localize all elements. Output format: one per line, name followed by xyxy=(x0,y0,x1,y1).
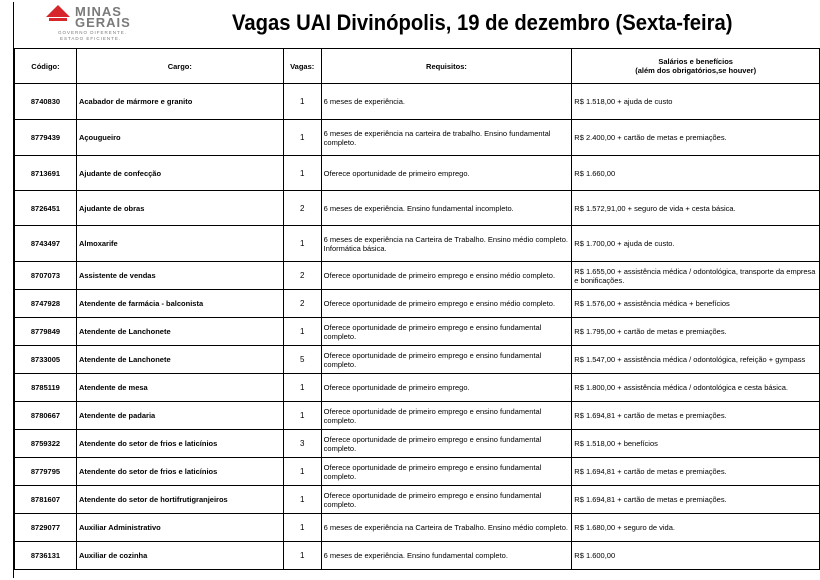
table-row xyxy=(15,120,820,156)
cell-codigo: 8707073 xyxy=(15,262,77,290)
table-row xyxy=(15,346,820,374)
cell-cargo: Atendente do setor de frios e laticínios xyxy=(76,430,283,458)
cell-requisitos: Oferece oportunidade de primeiro emprego. xyxy=(321,156,572,191)
table-header-row xyxy=(15,49,820,84)
cell-salario: R$ 1.600,00 xyxy=(572,542,820,570)
cell-cargo: Açougueiro xyxy=(76,120,283,156)
cell-vagas: 1 xyxy=(283,120,321,156)
cell-vagas: 1 xyxy=(283,486,321,514)
table-row xyxy=(15,84,820,120)
cell-cargo: Atendente do setor de hortifrutigranjeiros xyxy=(76,486,283,514)
cell-salario: R$ 1.547,00 + assistência médica / odontológica, refeição + gympass xyxy=(572,346,820,374)
cell-salario: R$ 1.700,00 + ajuda de custo. xyxy=(572,226,820,262)
cell-requisitos: 6 meses de experiência. Ensino fundamental incompleto. xyxy=(321,191,572,226)
cell-vagas: 1 xyxy=(283,402,321,430)
vacancies-table xyxy=(14,48,820,570)
table-row xyxy=(15,542,820,570)
cell-salario: R$ 1.680,00 + seguro de vida. xyxy=(572,514,820,542)
cell-salario: R$ 1.795,00 + cartão de metas e premiações. xyxy=(572,318,820,346)
cell-requisitos: Oferece oportunidade de primeiro emprego e ensino médio completo. xyxy=(321,290,572,318)
cell-salario: R$ 1.576,00 + assistência médica + benefícios xyxy=(572,290,820,318)
cell-cargo: Atendente do setor de frios e laticínios xyxy=(76,458,283,486)
cell-requisitos: Oferece oportunidade de primeiro emprego e ensino fundamental completo. xyxy=(321,402,572,430)
cell-vagas: 2 xyxy=(283,290,321,318)
cell-cargo: Atendente de mesa xyxy=(76,374,283,402)
cell-requisitos: Oferece oportunidade de primeiro emprego. xyxy=(321,374,572,402)
cell-requisitos: Oferece oportunidade de primeiro emprego e ensino fundamental completo. xyxy=(321,430,572,458)
cell-requisitos: 6 meses de experiência. xyxy=(321,84,572,120)
cell-vagas: 1 xyxy=(283,458,321,486)
column-header-cargo: Cargo: xyxy=(76,49,283,84)
table-row xyxy=(15,226,820,262)
cell-codigo: 8713691 xyxy=(15,156,77,191)
cell-cargo: Atendente de padaria xyxy=(76,402,283,430)
cell-salario: R$ 1.655,00 + assistência médica / odontológica, transporte da empresa e bonificações. xyxy=(572,262,820,290)
cell-vagas: 2 xyxy=(283,262,321,290)
cell-vagas: 1 xyxy=(283,374,321,402)
cell-codigo: 8740830 xyxy=(15,84,77,120)
cell-vagas: 1 xyxy=(283,84,321,120)
spreadsheet-sheet xyxy=(13,2,820,578)
cell-cargo: Atendente de Lanchonete xyxy=(76,346,283,374)
cell-salario: R$ 1.694,81 + cartão de metas e premiações. xyxy=(572,402,820,430)
svg-text:MINAS: MINAS xyxy=(75,4,122,19)
cell-cargo: Atendente de farmácia - balconista xyxy=(76,290,283,318)
cell-codigo: 8743497 xyxy=(15,226,77,262)
table-row xyxy=(15,191,820,226)
cell-codigo: 8726451 xyxy=(15,191,77,226)
cell-codigo: 8780667 xyxy=(15,402,77,430)
cell-requisitos: Oferece oportunidade de primeiro emprego e ensino fundamental completo. xyxy=(321,346,572,374)
cell-requisitos: 6 meses de experiência na carteira de trabalho. Ensino fundamental completo. xyxy=(321,120,572,156)
cell-codigo: 8781607 xyxy=(15,486,77,514)
cell-cargo: Assistente de vendas xyxy=(76,262,283,290)
cell-requisitos: Oferece oportunidade de primeiro emprego e ensino médio completo. xyxy=(321,262,572,290)
cell-requisitos: Oferece oportunidade de primeiro emprego e ensino fundamental completo. xyxy=(321,458,572,486)
cell-vagas: 1 xyxy=(283,156,321,191)
cell-codigo: 8779795 xyxy=(15,458,77,486)
cell-salario: R$ 1.694,81 + cartão de metas e premiações. xyxy=(572,486,820,514)
table-row xyxy=(15,290,820,318)
table-row xyxy=(15,514,820,542)
page-header xyxy=(14,2,820,47)
column-header-requisitos: Requisitos: xyxy=(321,49,572,84)
cell-codigo: 8736131 xyxy=(15,542,77,570)
cell-vagas: 1 xyxy=(283,514,321,542)
column-header-codigo: Código: xyxy=(15,49,77,84)
cell-vagas: 3 xyxy=(283,430,321,458)
cell-vagas: 1 xyxy=(283,226,321,262)
cell-cargo: Ajudante de confecção xyxy=(76,156,283,191)
page-title: Vagas UAI Divinópolis, 19 de dezembro (Sexta-feira) xyxy=(232,10,733,35)
table-row xyxy=(15,262,820,290)
table-row xyxy=(15,458,820,486)
cell-salario: R$ 1.572,91,00 + seguro de vida + cesta básica. xyxy=(572,191,820,226)
salarios-header-line1: Salários e benefícios xyxy=(658,57,733,66)
cell-codigo: 8759322 xyxy=(15,430,77,458)
cell-requisitos: 6 meses de experiência na Carteira de Trabalho. Ensino médio completo. Informática básica. xyxy=(321,226,572,262)
cell-salario: R$ 1.518,00 + benefícios xyxy=(572,430,820,458)
cell-codigo: 8733005 xyxy=(15,346,77,374)
svg-text:ESTADO EFICIENTE.: ESTADO EFICIENTE. xyxy=(60,36,122,41)
table-row xyxy=(15,486,820,514)
cell-codigo: 8779439 xyxy=(15,120,77,156)
cell-salario: R$ 2.400,00 + cartão de metas e premiações. xyxy=(572,120,820,156)
table-row xyxy=(15,374,820,402)
cell-vagas: 2 xyxy=(283,191,321,226)
cell-cargo: Auxiliar de cozinha xyxy=(76,542,283,570)
cell-vagas: 5 xyxy=(283,346,321,374)
cell-requisitos: Oferece oportunidade de primeiro emprego e ensino fundamental completo. xyxy=(321,486,572,514)
column-header-vagas: Vagas: xyxy=(283,49,321,84)
cell-vagas: 1 xyxy=(283,542,321,570)
cell-salario: R$ 1.660,00 xyxy=(572,156,820,191)
cell-codigo: 8785119 xyxy=(15,374,77,402)
cell-vagas: 1 xyxy=(283,318,321,346)
cell-codigo: 8747928 xyxy=(15,290,77,318)
cell-cargo: Atendente de Lanchonete xyxy=(76,318,283,346)
cell-salario: R$ 1.694,81 + cartão de metas e premiações. xyxy=(572,458,820,486)
cell-codigo: 8779849 xyxy=(15,318,77,346)
svg-text:GERAIS: GERAIS xyxy=(75,15,131,30)
cell-salario: R$ 1.800,00 + assistência médica / odontológica e cesta básica. xyxy=(572,374,820,402)
column-header-salarios xyxy=(572,49,820,84)
cell-requisitos: 6 meses de experiência. Ensino fundamental completo. xyxy=(321,542,572,570)
table-row xyxy=(15,318,820,346)
table-body xyxy=(15,84,820,570)
minas-gerais-logo xyxy=(44,3,174,43)
cell-requisitos: Oferece oportunidade de primeiro emprego e ensino fundamental completo. xyxy=(321,318,572,346)
table-row xyxy=(15,402,820,430)
salarios-header-line2: (além dos obrigatórios,se houver) xyxy=(635,66,757,75)
cell-requisitos: 6 meses de experiência na Carteira de Trabalho. Ensino médio completo. xyxy=(321,514,572,542)
cell-cargo: Acabador de mármore e granito xyxy=(76,84,283,120)
cell-codigo: 8729077 xyxy=(15,514,77,542)
cell-cargo: Auxiliar Administrativo xyxy=(76,514,283,542)
cell-cargo: Ajudante de obras xyxy=(76,191,283,226)
table-row xyxy=(15,156,820,191)
table-row xyxy=(15,430,820,458)
svg-text:GOVERNO DIFERENTE.: GOVERNO DIFERENTE. xyxy=(58,30,128,35)
cell-salario: R$ 1.518,00 + ajuda de custo xyxy=(572,84,820,120)
cell-cargo: Almoxarife xyxy=(76,226,283,262)
